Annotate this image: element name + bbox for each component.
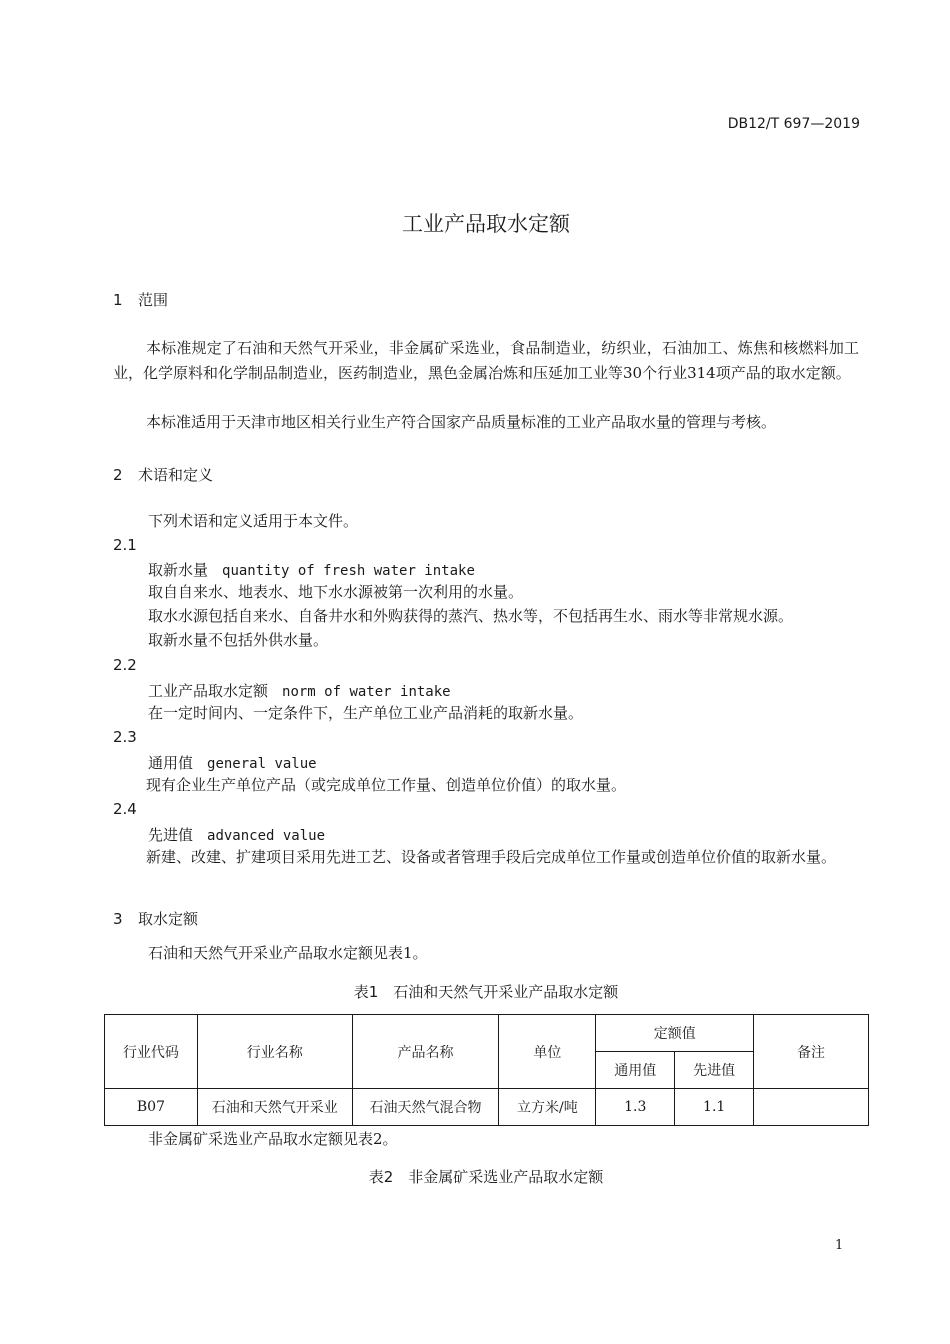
term-heading: [148, 824, 325, 845]
term-number: 2.3: [113, 728, 137, 746]
term-note: 取水水源包括自来水、自备井水和外购获得的蒸汽、热水等，不包括再生水、雨水等非常规水源。: [148, 607, 794, 625]
header-industry-code: 行业代码: [105, 1015, 198, 1089]
header-industry-name: 行业名称: [197, 1015, 352, 1089]
section-1-paragraph-2: 本标准适用于天津市地区相关行业生产符合国家产品质量标准的工业产品取水量的管理与考核。: [146, 413, 777, 431]
table-1-caption: 表1 石油和天然气开采业产品取水定额: [353, 983, 619, 1001]
section-3-intro: 石油和天然气开采业产品取水定额见表1。: [148, 944, 428, 962]
term-heading: [148, 680, 451, 701]
cell-advanced-value: 1.1: [675, 1089, 754, 1126]
term-heading: [148, 559, 475, 580]
section-title: 范围: [138, 291, 169, 309]
term-definition: 新建、改建、扩建项目采用先进工艺、设备或者管理手段后完成单位工作量或创造单位价值的取新水量。: [146, 848, 837, 866]
term-en: general value: [207, 756, 317, 772]
cell-industry-code: B07: [105, 1089, 198, 1126]
header-general-value: 通用值: [596, 1052, 675, 1089]
table-row: [105, 1089, 869, 1126]
term-zh: 工业产品取水定额: [148, 682, 269, 700]
term-en: norm of water intake: [282, 684, 451, 700]
term-definition: 取自自来水、地表水、地下水水源被第一次利用的水量。: [148, 583, 524, 601]
term-en: quantity of fresh water intake: [222, 563, 475, 579]
section-1-paragraph-1: 本标准规定了石油和天然气开采业，非金属矿采选业，食品制造业，纺织业，石油加工、炼焦和核燃料加工业，化学原料和化学制品制造业，医药制造业，黑色金属冶炼和压延加工业等30个行业314项产品的取水定额。: [113, 339, 859, 382]
term-number: 2.2: [113, 656, 137, 674]
section-number: 2: [113, 466, 123, 484]
cell-general-value: 1.3: [596, 1089, 675, 1126]
section-title: 取水定额: [138, 910, 199, 928]
cell-industry-name: 石油和天然气开采业: [197, 1089, 352, 1126]
term-zh: 通用值: [148, 754, 194, 772]
standard-code: DB12/T 697—2019: [727, 116, 860, 132]
term-zh: 先进值: [148, 826, 194, 844]
table-1: [104, 1014, 869, 1126]
term-number: 2.4: [113, 800, 137, 818]
section-number: 3: [113, 910, 123, 928]
header-remark: 备注: [754, 1015, 869, 1089]
term-en: advanced value: [207, 828, 326, 844]
header-advanced-value: 先进值: [675, 1052, 754, 1089]
header-product-name: 产品名称: [352, 1015, 499, 1089]
section-2-heading: [113, 464, 213, 485]
document-title: 工业产品取水定额: [402, 212, 570, 236]
term-definition: 在一定时间内、一定条件下，生产单位工业产品消耗的取新水量。: [148, 704, 584, 722]
section-title: 术语和定义: [138, 466, 214, 484]
section-3-after-table-1: 非金属矿采选业产品取水定额见表2。: [148, 1130, 398, 1148]
term-zh: 取新水量: [148, 561, 209, 579]
header-quota: 定额值: [596, 1015, 754, 1052]
section-2-intro: 下列术语和定义适用于本文件。: [148, 512, 359, 530]
page-number: 1: [835, 1238, 844, 1253]
term-note: 取新水量不包括外供水量。: [148, 631, 329, 649]
cell-product-name: 石油天然气混合物: [352, 1089, 499, 1126]
section-3-heading: [113, 908, 198, 929]
term-number: 2.1: [113, 536, 137, 554]
header-unit: 单位: [499, 1015, 596, 1089]
cell-remark: [754, 1089, 869, 1126]
table-2-caption: 表2 非金属矿采选业产品取水定额: [368, 1168, 604, 1186]
table-header-row: [105, 1015, 869, 1052]
cell-unit: 立方米/吨: [499, 1089, 596, 1126]
term-definition: 现有企业生产单位产品（或完成单位工作量、创造单位价值）的取水量。: [146, 776, 627, 794]
section-number: 1: [113, 291, 123, 309]
term-heading: [148, 752, 317, 773]
section-1-heading: [113, 289, 168, 310]
